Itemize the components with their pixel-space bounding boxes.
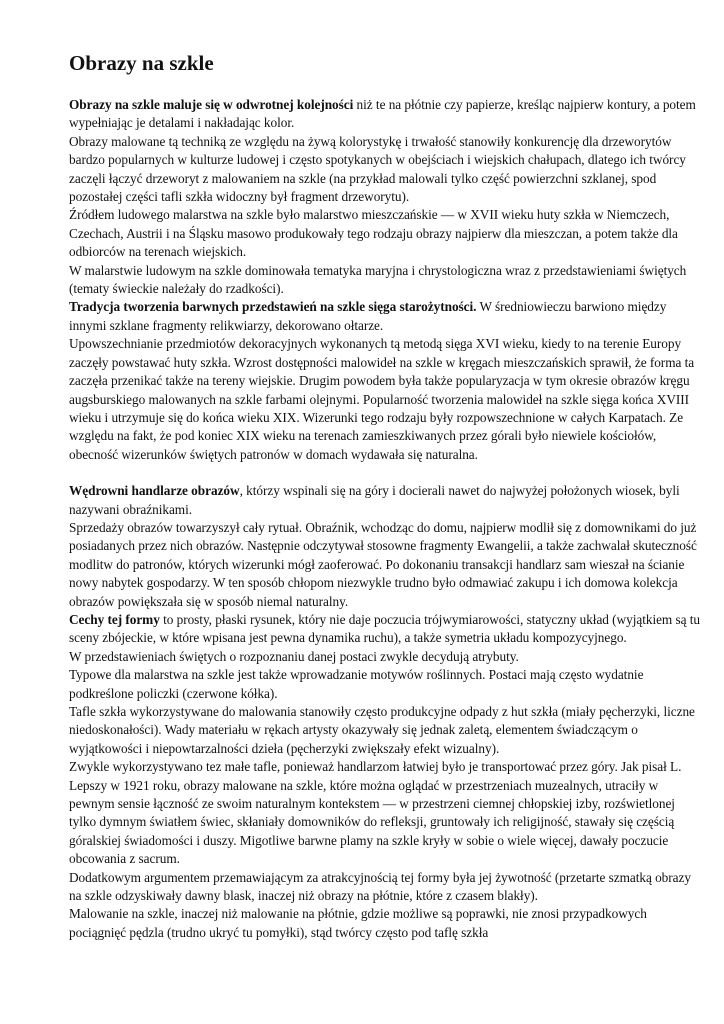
paragraph-text: Malowanie na szkle, inaczej niż malowanie na płótnie, gdzie możliwe są poprawki, nie znosi przypadkowych pociągnięć pędzla (trudno ukryć tu pomyłki), stąd twórcy często pod taflę szkła (69, 906, 647, 940)
paragraph-text: to prosty, płaski rysunek, który nie daje poczucia trójwymiarowości, statyczny układ (wyjątkiem są tu sceny zbójeckie, w które wpisana jest pewna dynamika ruchu), a także symetria układu kompozycyjnego. (69, 611, 700, 646)
paragraph (69, 206, 701, 261)
paragraph (69, 666, 701, 703)
paragraph (69, 298, 701, 335)
document-body (69, 96, 701, 942)
paragraph (69, 611, 701, 648)
paragraph-text: W malarstwie ludowym na szkle dominowała tematyka maryjna i chrystologiczna wraz z przedstawieniami świętych (tematy świeckie należały do rzadkości). (69, 262, 687, 297)
paragraph (69, 703, 701, 758)
paragraph-text: Źródłem ludowego malarstwa na szkle było malarstwo mieszczańskie — w XVII wieku huty szkła w Niemczech, Czechach, Austrii i na Śląsku masowo produkowały tego rodzaju obrazy najpierw dla mieszczan, a potem także dla odbiorców na terenach wiejskich. (69, 207, 678, 260)
paragraph-text: Dodatkowym argumentem przemawiającym za atrakcyjnością tej formy była jej żywotność (przetarte szmatką obrazy na szkle odzyskiwały dawny blask, inaczej niż obrazy na płótnie, które z czasem blakły). (69, 869, 691, 904)
document-title: Obrazy na szkle (69, 51, 214, 75)
paragraph (69, 519, 701, 611)
paragraph (69, 905, 701, 942)
paragraph (69, 335, 701, 464)
paragraph (69, 758, 701, 868)
paragraph-text: Zwykle wykorzystywano tez małe tafle, ponieważ handlarzom łatwiej było je transportować przez góry. Jak pisał L. Lepszy w 1921 roku, obrazy malowane na szkle, które można oglądać w przestrzeniach muzealnych, utraciły w pewnym sensie łączność ze swoim naturalnym kontekstem — w przestrzeni ciemnej chłopskiej izby, rozświetlonej tylko dymnym światłem świec, skłaniały domowników do refleksji, gruntowały ich religijność, stawały się częścią góralskiej świadomości i duszy. Migotliwe barwne plamy na szkle kryły w sobie o wiele więcej, dawały poczucie obcowania z sacrum. (69, 759, 682, 867)
paragraph-text: Tafle szkła wykorzystywane do malowania stanowiły często produkcyjne odpady z hut szkła (miały pęcherzyki, liczne niedoskonałości). Wady materiału w rękach artysty okazywały się jednak zaletą, elementem świadczącym o wyjątkowości i niepowtarzalności dzieła (pęcherzyki zwiększały efekt wizualny). (69, 704, 695, 756)
paragraph (69, 133, 701, 207)
paragraph-text: Sprzedaży obrazów towarzyszył cały rytuał. Obraźnik, wchodząc do domu, najpierw modlił się z domownikami do już posiadanych przez nich obrazów. Następnie odczytywał stosowne fragmenty Ewangelii, a także zachwalał skuteczność modlitw do patronów, których wizerunki mógł zaoferować. Po dokonaniu transakcji handlarz sam wieszał na ścianie nowy nabytek gospodarzy. W ten sposób chłopom niezwykle trudno było odmawiać zakupu i ich domowa kolekcja obrazów powiększała się w sposób niemal naturalny. (69, 519, 697, 609)
paragraph-text: niż te na płótnie czy papierze, kreśląc najpierw kontury, a potem wypełniając je detalami i nakładając kolor. (69, 97, 696, 131)
paragraph-text: , którzy wspinali się na góry i docierali nawet do najwyżej położonych wiosek, byli nazywani obraźnikami. (69, 483, 680, 517)
paragraph (69, 96, 701, 133)
paragraph-lead: Tradycja tworzenia barwnych przedstawień na szkle sięga starożytności. (69, 299, 477, 315)
paragraph-text: Obrazy malowane tą techniką ze względu na żywą kolorystykę i trwałość stanowiły konkurencję dla drzeworytów bardzo popularnych w kulturze ludowej i często spotykanych w obejściach i wiejskich chałupach, dlatego ich twórcy zaczęli łączyć drzeworyt z malowaniem na szkle (na przykład malowali tylko część powierzchni szklanej, spod pozostałej części tafli szkła widoczny był fragment drzeworytu). (69, 133, 686, 205)
paragraph (69, 869, 701, 906)
paragraph-text: Typowe dla malarstwa na szkle jest także wprowadzanie motywów roślinnych. Postaci mają często wydatnie podkreślone policzki (czerwone kółka). (69, 667, 644, 701)
paragraph (69, 648, 701, 666)
paragraph (69, 262, 701, 299)
paragraph-text: W średniowieczu barwiono między innymi szklane fragmenty relikwiarzy, dekorowano ołtarze. (69, 299, 667, 333)
paragraph-text: Upowszechnianie przedmiotów dekoracyjnych wykonanych tą metodą sięga XVI wieku, kiedy to na terenie Europy zaczęły powstawać huty szkła. Wzrost dostępności malowideł na szkle w kręgach mieszczańskich sprawił, że forma ta zaczęła przenikać także na tereny wiejskie. Drugim powodem była także popularyzacja w tym okresie obrazów kręgu augsburskiego malowanych na szkle farbami olejnymi. Popularność tworzenia malowideł na szkle sięga końca XVIII wieku i utrzymuje się do końca wieku XIX. Wizerunki tego rodzaju były rozpowszechnione w całych Karpatach. Ze względu na fakt, że pod koniec XIX wieku na terenach zamieszkiwanych przez górali było niewiele kościołów, obecność wizerunków świętych patronów w domach wydawała się naturalna. (69, 336, 695, 462)
paragraph-lead: Obrazy na szkle maluje się w odwrotnej kolejności (69, 97, 354, 112)
document-page (69, 50, 701, 942)
paragraph-lead: Cechy tej formy (69, 611, 160, 627)
paragraph-text: W przedstawieniach świętych o rozpoznaniu danej postaci zwykle decydują atrybuty. (69, 648, 519, 664)
paragraph (69, 482, 701, 519)
paragraph-lead: Wędrowni handlarze obrazów (69, 483, 240, 499)
